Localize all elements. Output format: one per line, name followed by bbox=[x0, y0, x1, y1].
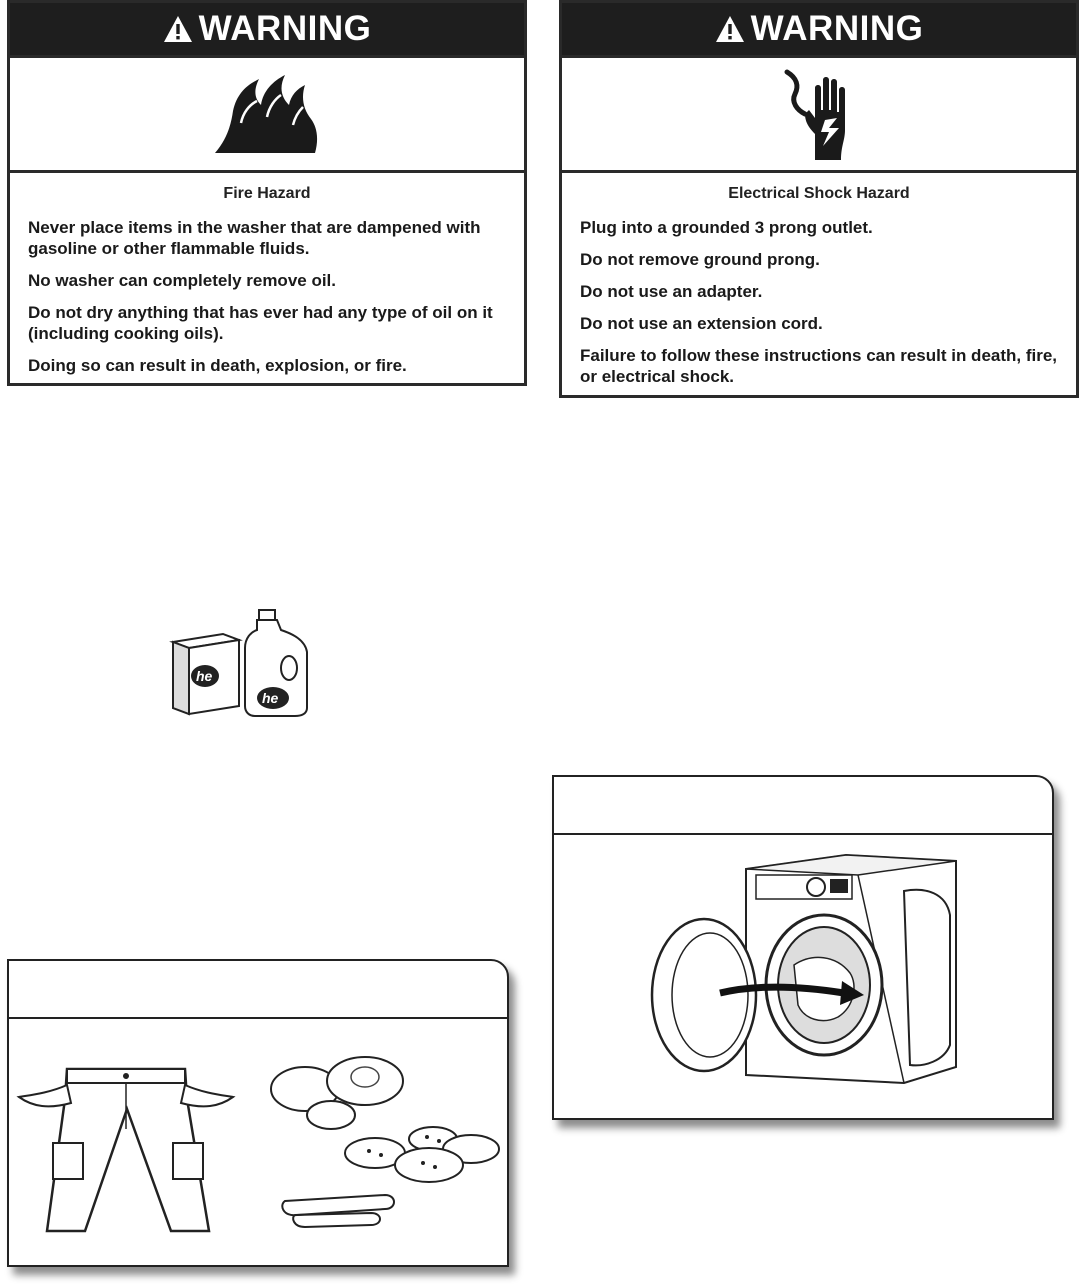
hazard-title: Fire Hazard bbox=[223, 185, 311, 202]
fire-hazard-warning bbox=[7, 0, 527, 386]
empty-pockets-icon bbox=[9, 1019, 507, 1267]
electric-shock-hand-icon bbox=[769, 66, 869, 162]
he-detergent-icon bbox=[165, 608, 315, 720]
warning-line: Do not dry anything that has ever had any type of oil on it (including cooking oils). bbox=[28, 303, 493, 343]
warning-line: Doing so can result in death, explosion, or fire. bbox=[28, 356, 407, 375]
empty-pockets-illustration bbox=[7, 959, 509, 1267]
warning-line: Do not remove ground prong. bbox=[580, 250, 820, 269]
frame-header bbox=[554, 777, 1052, 835]
warning-banner bbox=[10, 3, 524, 55]
frame-header bbox=[9, 961, 507, 1019]
warning-line: Plug into a grounded 3 prong outlet. bbox=[580, 218, 873, 237]
washer-loading-illustration bbox=[552, 775, 1054, 1120]
electrical-shock-warning bbox=[559, 0, 1079, 398]
warning-line: Do not use an adapter. bbox=[580, 282, 763, 301]
warning-line: Never place items in the washer that are dampened with gasoline or other flammable fluids. bbox=[28, 218, 481, 258]
warning-line: Do not use an extension cord. bbox=[580, 314, 823, 333]
shock-icon-area bbox=[562, 55, 1076, 173]
hazard-title: Electrical Shock Hazard bbox=[728, 185, 910, 202]
warning-triangle-icon bbox=[715, 15, 745, 43]
warning-triangle-icon bbox=[163, 15, 193, 43]
warning-line: No washer can completely remove oil. bbox=[28, 271, 337, 290]
svg-text:he: he bbox=[262, 690, 279, 706]
fire-icon-area bbox=[10, 55, 524, 173]
svg-text:he: he bbox=[196, 668, 213, 684]
warning-banner-label: WARNING bbox=[750, 9, 924, 48]
warning-banner-label: WARNING bbox=[198, 9, 372, 48]
warning-banner bbox=[562, 3, 1076, 55]
warning-line: Failure to follow these instructions can result in death, fire, or electrical shock. bbox=[580, 346, 1058, 386]
fire-icon bbox=[207, 69, 327, 159]
front-load-washer-icon bbox=[554, 835, 1052, 1118]
